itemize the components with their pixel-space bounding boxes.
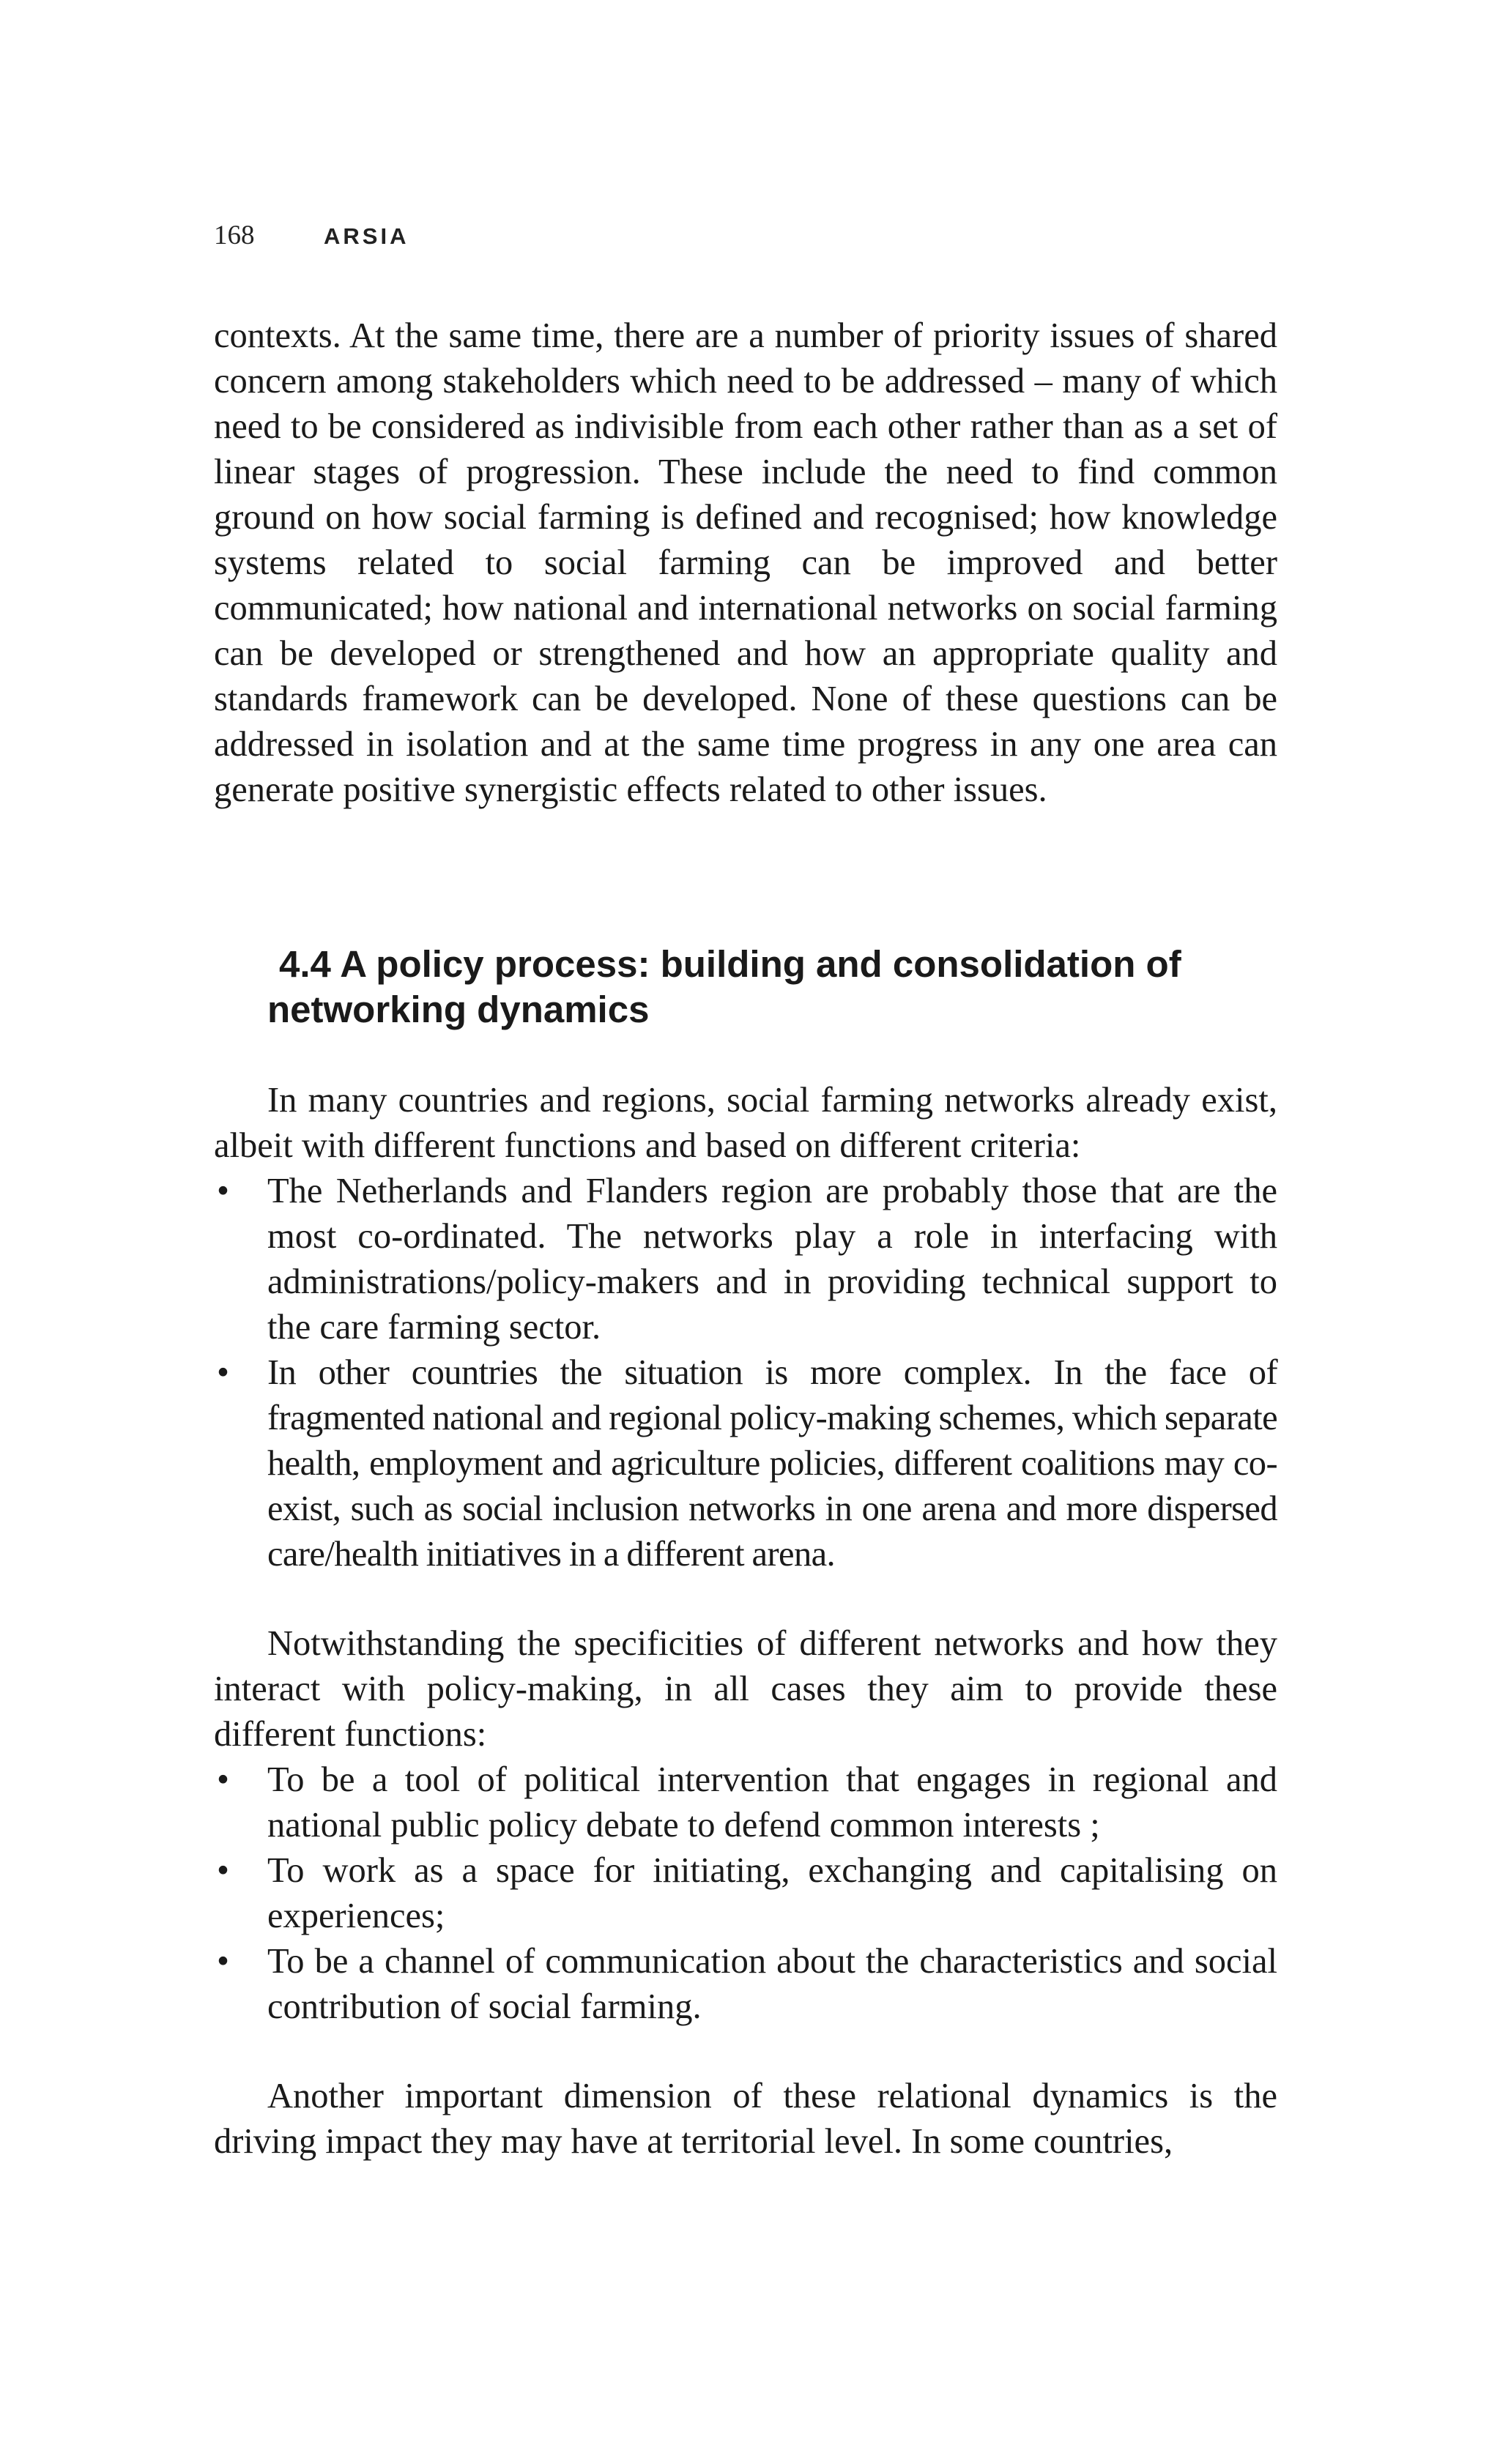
networks-lead-paragraph: In many countries and regions, social farming networks already exist, albeit with different functions and based on different criteria: <box>214 1081 1277 1165</box>
page-number: 168 <box>214 220 255 250</box>
list-item-text: To be a tool of political intervention that engages in regional and national public policy debate to defend common interests ; <box>267 1760 1277 1845</box>
section-heading <box>267 942 1293 1032</box>
bullet-icon: • <box>217 1851 229 1890</box>
networks-bullet-list <box>214 1169 1277 1577</box>
bullet-icon: • <box>217 1353 229 1392</box>
networks-text-block <box>214 1078 1277 1577</box>
list-item <box>214 1848 1277 1939</box>
closing-paragraph: Another important dimension of these relational dynamics is the driving impact they may have at territorial level. In some countries, <box>214 2077 1277 2161</box>
list-item <box>214 1757 1277 1848</box>
bullet-icon: • <box>217 1760 229 1799</box>
section-number: 4.4 <box>279 943 331 985</box>
list-item <box>214 1939 1277 2030</box>
functions-lead-paragraph: Notwithstanding the specificities of different networks and how they interact with policy-making, in all cases they aim to provide these different functions: <box>214 1624 1277 1754</box>
intro-paragraph: contexts. At the same time, there are a number of priority issues of shared concern among stakeholders which need to be addressed – many of which need to be considered as indivisible from each other rather than as a set of linear stages of progression. These include the need to find common ground on how social farming is defined and recognised; how knowledge systems related to social farming can be improved and better communicated; how national and international networks on social farming can be developed or strengthened and how an appropriate quality and standards framework can be developed. None of these questions can be addressed in isolation and at the same time progress in any one area can generate positive synergistic effects related to other issues. <box>214 316 1277 809</box>
bullet-icon: • <box>217 1942 229 1981</box>
running-title: ARSIA <box>324 223 409 249</box>
running-head <box>214 220 409 264</box>
closing-text-block <box>214 2074 1277 2165</box>
list-item <box>214 1350 1277 1577</box>
list-item-text: To work as a space for initiating, exchanging and capitalising on experiences; <box>267 1851 1277 1935</box>
section-title: A policy process: building and consolidation of networking dynamics <box>267 943 1181 1030</box>
list-item-text: The Netherlands and Flanders region are probably those that are the most co-ordinated. The networks play a role in interfacing with administrations/policy-makers and in providing technical support to the care farming sector. <box>267 1172 1277 1347</box>
functions-bullet-list <box>214 1757 1277 2030</box>
bullet-icon: • <box>217 1172 229 1210</box>
list-item-text: To be a channel of communication about the characteristics and social contribution of social farming. <box>267 1942 1277 2026</box>
list-item <box>214 1169 1277 1350</box>
list-item-text: In other countries the situation is more complex. In the face of fragmented national and regional policy-making schemes, which separate health, employment and agriculture policies, different coalitions may co-exist, such as social inclusion networks in one arena and more dispersed care/health initiatives in a different arena. <box>267 1353 1277 1574</box>
intro-text-block <box>214 313 1277 813</box>
functions-text-block <box>214 1621 1277 2030</box>
